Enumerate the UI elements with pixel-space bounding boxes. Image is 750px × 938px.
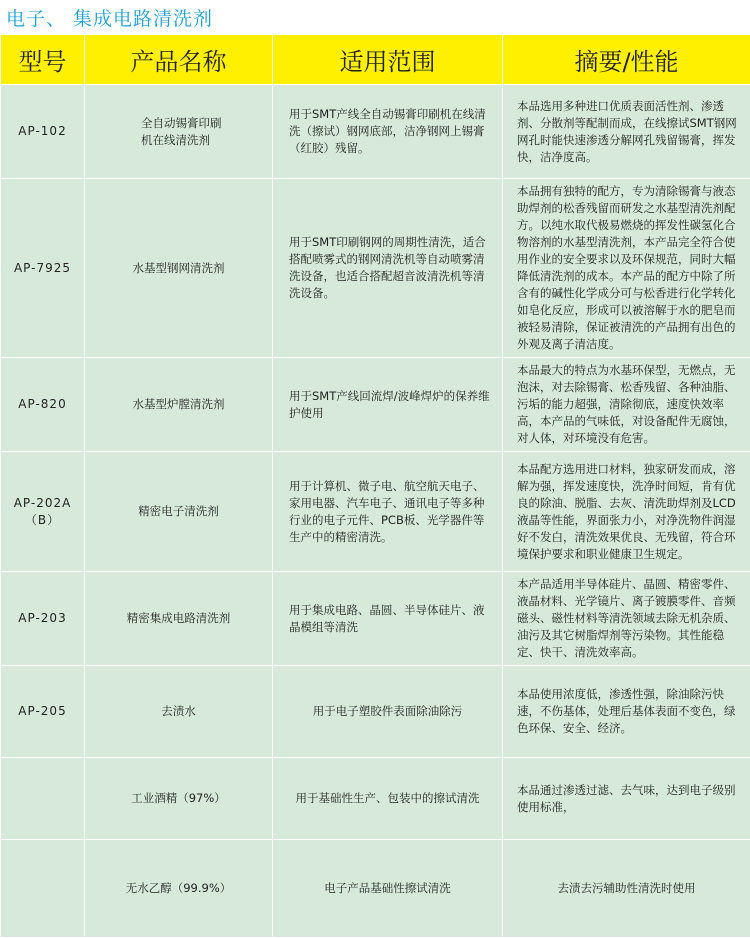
cell-name: 去渍水	[85, 666, 273, 758]
table-row	[1, 758, 750, 840]
cell-scope: 用于基础性生产、包装中的擦试清洗	[273, 758, 503, 840]
cell-model: AP-203	[1, 572, 85, 666]
table-row	[1, 179, 750, 358]
cell-scope: 用于电子塑胶件表面除油除污	[273, 666, 503, 758]
table-row	[1, 666, 750, 758]
table-row	[1, 85, 750, 179]
cell-summary: 本品配方选用进口材料，独家研发而成，溶解为强，挥发速度快，洗净时间短，肯有优良的除油、脱脂、去灰、清洗助焊剂及LCD液晶等性能，界面张力小，对净洗物件润湿好不发白，清洗效果优良、无残留，符合环境保护要求和职业健康卫生规定。	[503, 452, 750, 572]
table-header-row	[1, 35, 750, 85]
cell-scope: 电子产品基础性擦试清洗	[273, 840, 503, 938]
cell-name: 工业酒精（97%）	[85, 758, 273, 840]
cell-summary: 本产品适用半导体硅片、晶圆、精密零件、液晶材料、光学镜片、离子镀膜零件、音频磁头、磁性材料等清洗领域去除无机杂质、油污及其它树脂焊剂等污染物。其性能稳定、快干、清洗效率高。	[503, 572, 750, 666]
header-model: 型号	[1, 35, 85, 85]
cell-name: 全自动锡膏印刷机在线清洗剂	[85, 85, 273, 179]
cell-scope: 用于SMT印刷钢网的周期性清洗，适合搭配喷雾式的钢网清洗机等自动喷雾清洗设备，也适合搭配超音波清洗机等清洗设备。	[273, 179, 503, 358]
cell-scope: 用于SMT产线回流焊/波峰焊炉的保养维护使用	[273, 358, 503, 452]
table-row	[1, 452, 750, 572]
cell-model: AP-202A（B）	[1, 452, 85, 572]
cell-summary: 本品拥有独特的配方，专为清除锡膏与液态助焊剂的松香残留而研发之水基型清洗剂配方。以纯水取代极易燃烧的挥发性碳氢化合物溶剂的水基型清洗剂，本产品完全符合使用作业的安全要求以及环保规范，同时大幅降低清洗剂的成本。本产品的配方中除了所含有的碱性化学成分可与松香进行化学转化如皂化反应，形成可以被溶解于水的肥皂而被轻易清除，保证被清洗的产品拥有出色的外观及离子清洁度。	[503, 179, 750, 358]
table-row	[1, 840, 750, 938]
cell-model: AP-205	[1, 666, 85, 758]
cell-scope: 用于集成电路、晶圆、半导体硅片、液晶模组等清洗	[273, 572, 503, 666]
cell-summary: 本品通过渗透过滤、去气味，达到电子级别使用标准，	[503, 758, 750, 840]
cell-name: 精密集成电路清洗剂	[85, 572, 273, 666]
cell-name: 无水乙醇（99.9%）	[85, 840, 273, 938]
table-row	[1, 572, 750, 666]
cell-name: 精密电子清洗剂	[85, 452, 273, 572]
table-row	[1, 358, 750, 452]
cell-model: AP-7925	[1, 179, 85, 358]
header-product-name: 产品名称	[85, 35, 273, 85]
cell-summary: 去渍去污辅助性清洗时使用	[503, 840, 750, 938]
cell-model: AP-102	[1, 85, 85, 179]
cell-scope: 用于SMT产线全自动锡膏印刷机在线清洗（擦试）钢网底部，洁净钢网上锡膏（红胶）残留。	[273, 85, 503, 179]
header-summary: 摘要/性能	[503, 35, 750, 85]
cell-name: 水基型钢网清洗剂	[85, 179, 273, 358]
product-table	[0, 34, 750, 938]
cell-summary: 本品选用多种进口优质表面活性剂、渗透剂、分散剂等配制而成，在线擦试SMT钢网网孔时能快速渗透分解网孔残留锡膏，挥发快，洁净度高。	[503, 85, 750, 179]
cell-model: AP-820	[1, 358, 85, 452]
cell-model	[1, 758, 85, 840]
header-scope: 适用范围	[273, 35, 503, 85]
cell-scope: 用于计算机、微子电、航空航天电子、家用电器、汽车电子、通讯电子等多种行业的电子元件、PCB板、光学器件等生产中的精密清洗。	[273, 452, 503, 572]
cell-summary: 本品使用浓度低，渗透性强，除油除污快速，不伤基体，处理后基体表面不变色，绿色环保、安全、经济。	[503, 666, 750, 758]
cell-model	[1, 840, 85, 938]
cell-name: 水基型炉膛清洗剂	[85, 358, 273, 452]
page-title: 电子、 集成电路清洗剂	[6, 4, 213, 31]
cell-summary: 本品最大的特点为水基环保型，无燃点，无泡沫，对去除锡膏、松香残留、各种油脂、污垢的能力超强，清除彻底，速度快效率高，本产品的气味低，对设备配件无腐蚀，对人体，对环境没有危害。	[503, 358, 750, 452]
